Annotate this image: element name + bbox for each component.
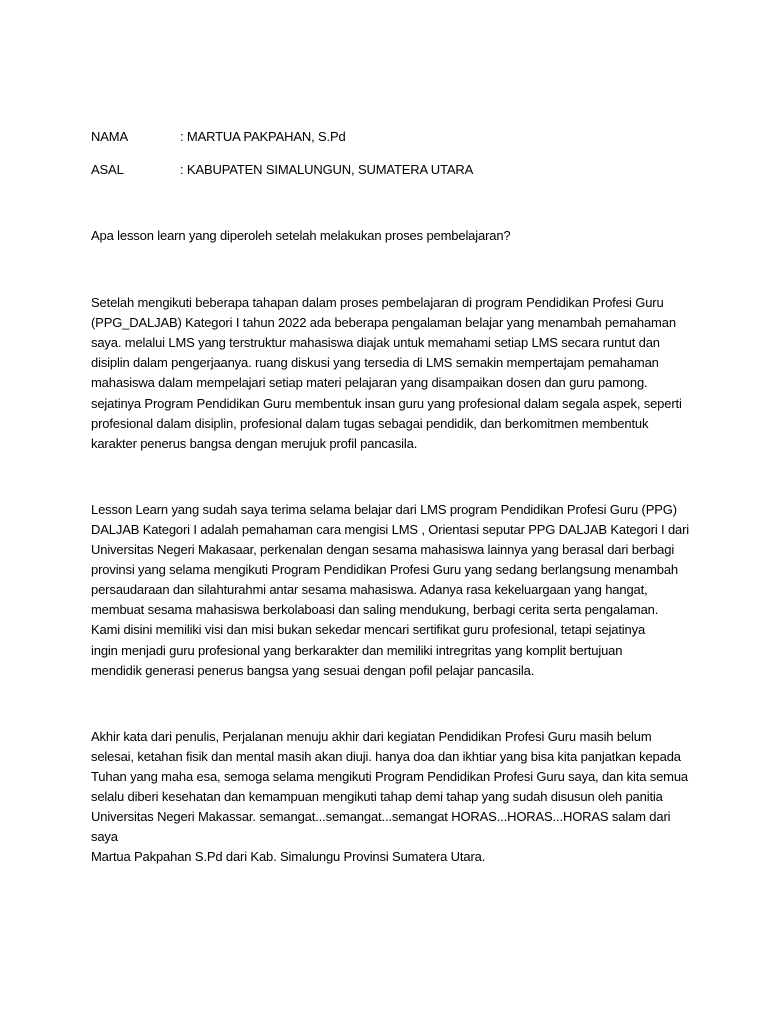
name-row — [91, 127, 691, 147]
origin-value: : KABUPATEN SIMALUNGUN, SUMATERA UTARA — [180, 162, 474, 177]
name-label: NAMA — [91, 129, 128, 144]
paragraph-2: Lesson Learn yang sudah saya terima selama belajar dari LMS program Pendidikan Profesi Guru (PPG) DALJAB Kategori I adalah pemahaman cara mengisi LMS , Orientasi seputar PPG DALJAB Kategori I dari Universitas Negeri Makasaar, perkenalan dengan sesama mahasiswa lainnya yang berasal dari berbagi provinsi yang selama mengikuti Program Pendidikan Profesi Guru yang sedang berlangsung menambah persaudaraan dan silahturahmi antar sesama mahasiswa. Adanya rasa kekeluargaan yang hangat, membuat sesama mahasiswa berkolaboasi dan saling mendukung, berbagi cerita serta pengalaman. Kami disini memiliki visi dan misi bukan sekedar mencari sertifikat guru profesional, tetapi sejatinya ingin menjadi guru profesional yang berkarakter dan memiliki intregritas yang komplit bertujuan mendidik generasi penerus bangsa yang sesuai dengan pofil pelajar pancasila. — [91, 501, 690, 678]
origin-row — [91, 160, 691, 180]
paragraph-1: Setelah mengikuti beberapa tahapan dalam proses pembelajaran di program Pendidikan Profesi Guru (PPG_DALJAB) Kategori I tahun 2022 ada beberapa pengalaman belajar yang menambah pemahaman saya. melalui LMS yang terstruktur mahasiswa diajak untuk memahami setiap LMS secara runtut dan disiplin dalam pengerjaanya. ruang diskusi yang tersedia di LMS semakin mempertajam pemahaman mahasiswa dalam mempelajari setiap materi pelajaran yang disampaikan dosen dan guru pamong. sejatinya Program Pendidikan Guru membentuk insan guru yang profesional dalam segala aspek, seperti profesional dalam disiplin, profesional dalam tugas sebagai pendidik, dan berkomitmen membentuk karakter penerus bangsa dengan merujuk profil pancasila. — [91, 295, 682, 451]
origin-label: ASAL — [91, 162, 124, 177]
question-text: Apa lesson learn yang diperoleh setelah melakukan proses pembelajaran? — [91, 228, 511, 243]
name-value: : MARTUA PAKPAHAN, S.Pd — [180, 129, 346, 144]
document-body — [91, 127, 691, 867]
paragraph-3: Akhir kata dari penulis, Perjalanan menuju akhir dari kegiatan Pendidikan Profesi Guru masih belum selesai, ketahan fisik dan mental masih akan diuji. hanya doa dan ikhtiar yang bisa kita panjatkan kepada Tuhan yang maha esa, semoga selama mengikuti Program Pendidikan Profesi Guru saya, dan kita semua selalu diberi kesehatan dan kemampuan mengikuti tahap demi tahap yang sudah disusun oleh panitia Universitas Negeri Makassar. semangat...semangat...semangat HORAS...HORAS...HORAS salam dari saya Martua Pakpahan S.Pd dari Kab. Simalungu Provinsi Sumatera Utara. — [91, 728, 689, 865]
